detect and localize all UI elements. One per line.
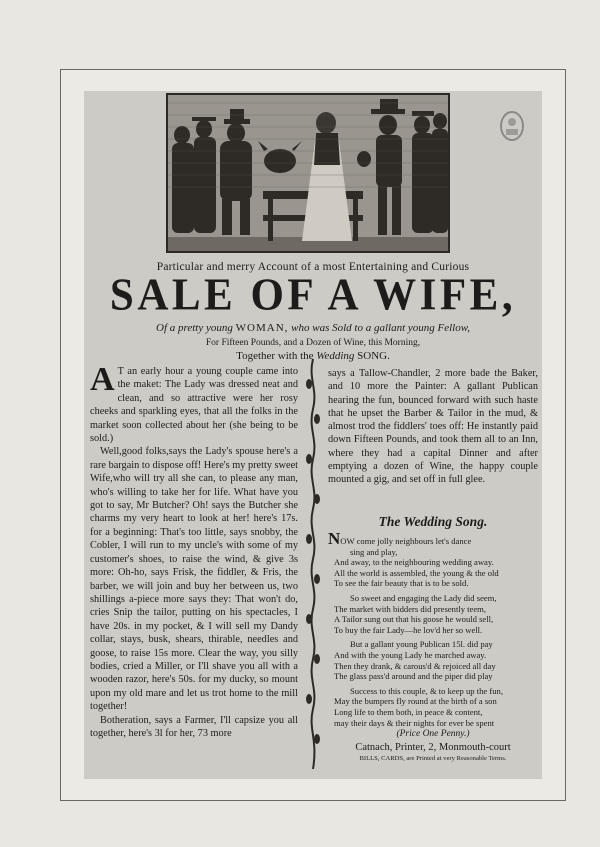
subtitle-line-2: For Fifteen Pounds, and a Dozen of Wine, this Morning, xyxy=(205,338,421,348)
printer-imprint: Catnach, Printer, 2, Monmouth-court xyxy=(355,742,511,753)
broadside-sheet xyxy=(84,91,542,779)
song-line: Then they drank, & carous'd & rejoiced all day xyxy=(334,660,496,671)
song-line: Long life to them both, in peace & content, xyxy=(334,706,483,717)
vine-ornament-divider xyxy=(306,359,320,769)
right-paragraph-1: says a Tallow-Chandler, 2 more bade the Baker, and 10 more the Painter: A gallant Publican hearing the fun, bounced forward with such haste that he upset the Barber & Tailor in the mud, & almost trod the fiddlers' toes off: He instantly paid down Fifteen Pounds, and took them all to an Inn, where they had a capital Dinner and after emptying a dozen of Wine, the happy couple mounted a gig, and set off in full glee. xyxy=(328,368,538,486)
song-line: sing and play, xyxy=(350,546,398,557)
left-paragraph-3: Botheration, says a Farmer, I'll capsize you all together, here's 3l for her, 73 more xyxy=(90,714,298,739)
left-paragraph-1-text: T an early hour a young couple came into the maket: The Lady was dressed neat and clean, and so attractive were her rosy cheeks and sparkling eyes, that all the folks in the market soon collected about her (she being to be sold.) xyxy=(90,366,298,445)
subtitle-1a: Of a pretty young xyxy=(156,322,233,334)
left-paragraph-2: Well,good folks,says the Lady's spouse here's a rare bargain to dispose off! Here's my pretty sweet Wife,who will try all she can, to please any man, who's willing to take her for life. What have you got to say, Mr Butcher? Oh! says the Butcher she charms my very heart to look at her! here's 17s. for a beginning: That's too little, says snobby, the Cobler, I will run to my uncle's with some of my customer's shoes, to raise the wind, & give 3s more: Oh-ho, says Frisk, the fiddler, & Fris, the barber, we will join and buy her between us, two shillings a-piece more says they: That won't do, cries Snip the tailor, putting on his spectacles, I have 20s. in my pocket, & I will sell my Dandy collar, stays, busk, shears, thirable, needles and goose, to raise 15s more. Clear the way, you silly bodies, cried a Miller, or I'll shave you all with a wooden razor, here's 50s. for my ducky, so mount upon my old mare and let us trot home to the mill together! xyxy=(90,446,298,713)
subtitle-3b: Wedding xyxy=(316,350,355,362)
song-line: The glass pass'd around and the piper did play xyxy=(334,671,493,682)
song-line: So sweet and engaging the Lady did seem, xyxy=(350,592,497,603)
page-title: SALE OF A WIFE, xyxy=(109,270,517,321)
song-line xyxy=(328,529,538,548)
subtitle-1b: WOMAN, xyxy=(235,322,289,334)
song-line: And with the young Lady he marched away. xyxy=(334,649,487,660)
song-dropcap: N xyxy=(328,529,341,548)
song-line-text: OW come jolly neighbours let's dance xyxy=(340,536,472,546)
woodcut-illustration xyxy=(166,93,450,253)
song-line: And away, to the neighbouring wedding away. xyxy=(334,557,494,568)
song-line: The market with bidders did presently teem, xyxy=(334,603,487,614)
bills-notice: BILLS, CARDS, are Printed at very Reasonable Terms. xyxy=(359,755,507,762)
song-line: May the bumpers fly round at the birth of a son xyxy=(334,696,497,707)
left-paragraph-1 xyxy=(90,361,298,445)
song-stanza-3 xyxy=(328,639,538,681)
song-line: A Tailor sung out that his goose he would sell, xyxy=(334,614,494,625)
dropcap-a: A xyxy=(90,361,115,398)
intro-line: Particular and merry Account of a most Entertaining and Curious xyxy=(156,261,470,273)
right-column xyxy=(328,367,538,487)
left-column xyxy=(90,361,298,740)
song-line: may their days & their nights for ever be spent xyxy=(334,717,495,728)
song-stanza-2 xyxy=(328,593,538,635)
song-line: To buy the fair Lady—he lov'd her so well. xyxy=(334,624,483,635)
song-verses xyxy=(328,529,538,732)
library-stamp-icon xyxy=(498,109,526,143)
song-line: To see the fair beauty that is to be sold. xyxy=(334,578,469,589)
song-stanza-4 xyxy=(328,686,538,728)
song-line: Success to this couple, & to keep up the fun, xyxy=(350,685,503,696)
subtitle-3c: SONG. xyxy=(357,350,390,362)
subtitle-line-1 xyxy=(84,322,542,334)
song-line: All the world is assembled, the young & the old xyxy=(334,567,499,578)
subtitle-1c: who was Sold to a gallant young Fellow, xyxy=(291,322,470,334)
song-line: But a gallant young Publican 15l. did pay xyxy=(350,639,493,650)
song-title: The Wedding Song. xyxy=(378,514,488,529)
subtitle-3a: Together with the xyxy=(236,350,314,362)
price-line: (Price One Penny.) xyxy=(396,729,470,739)
song-stanza-1 xyxy=(328,529,538,589)
